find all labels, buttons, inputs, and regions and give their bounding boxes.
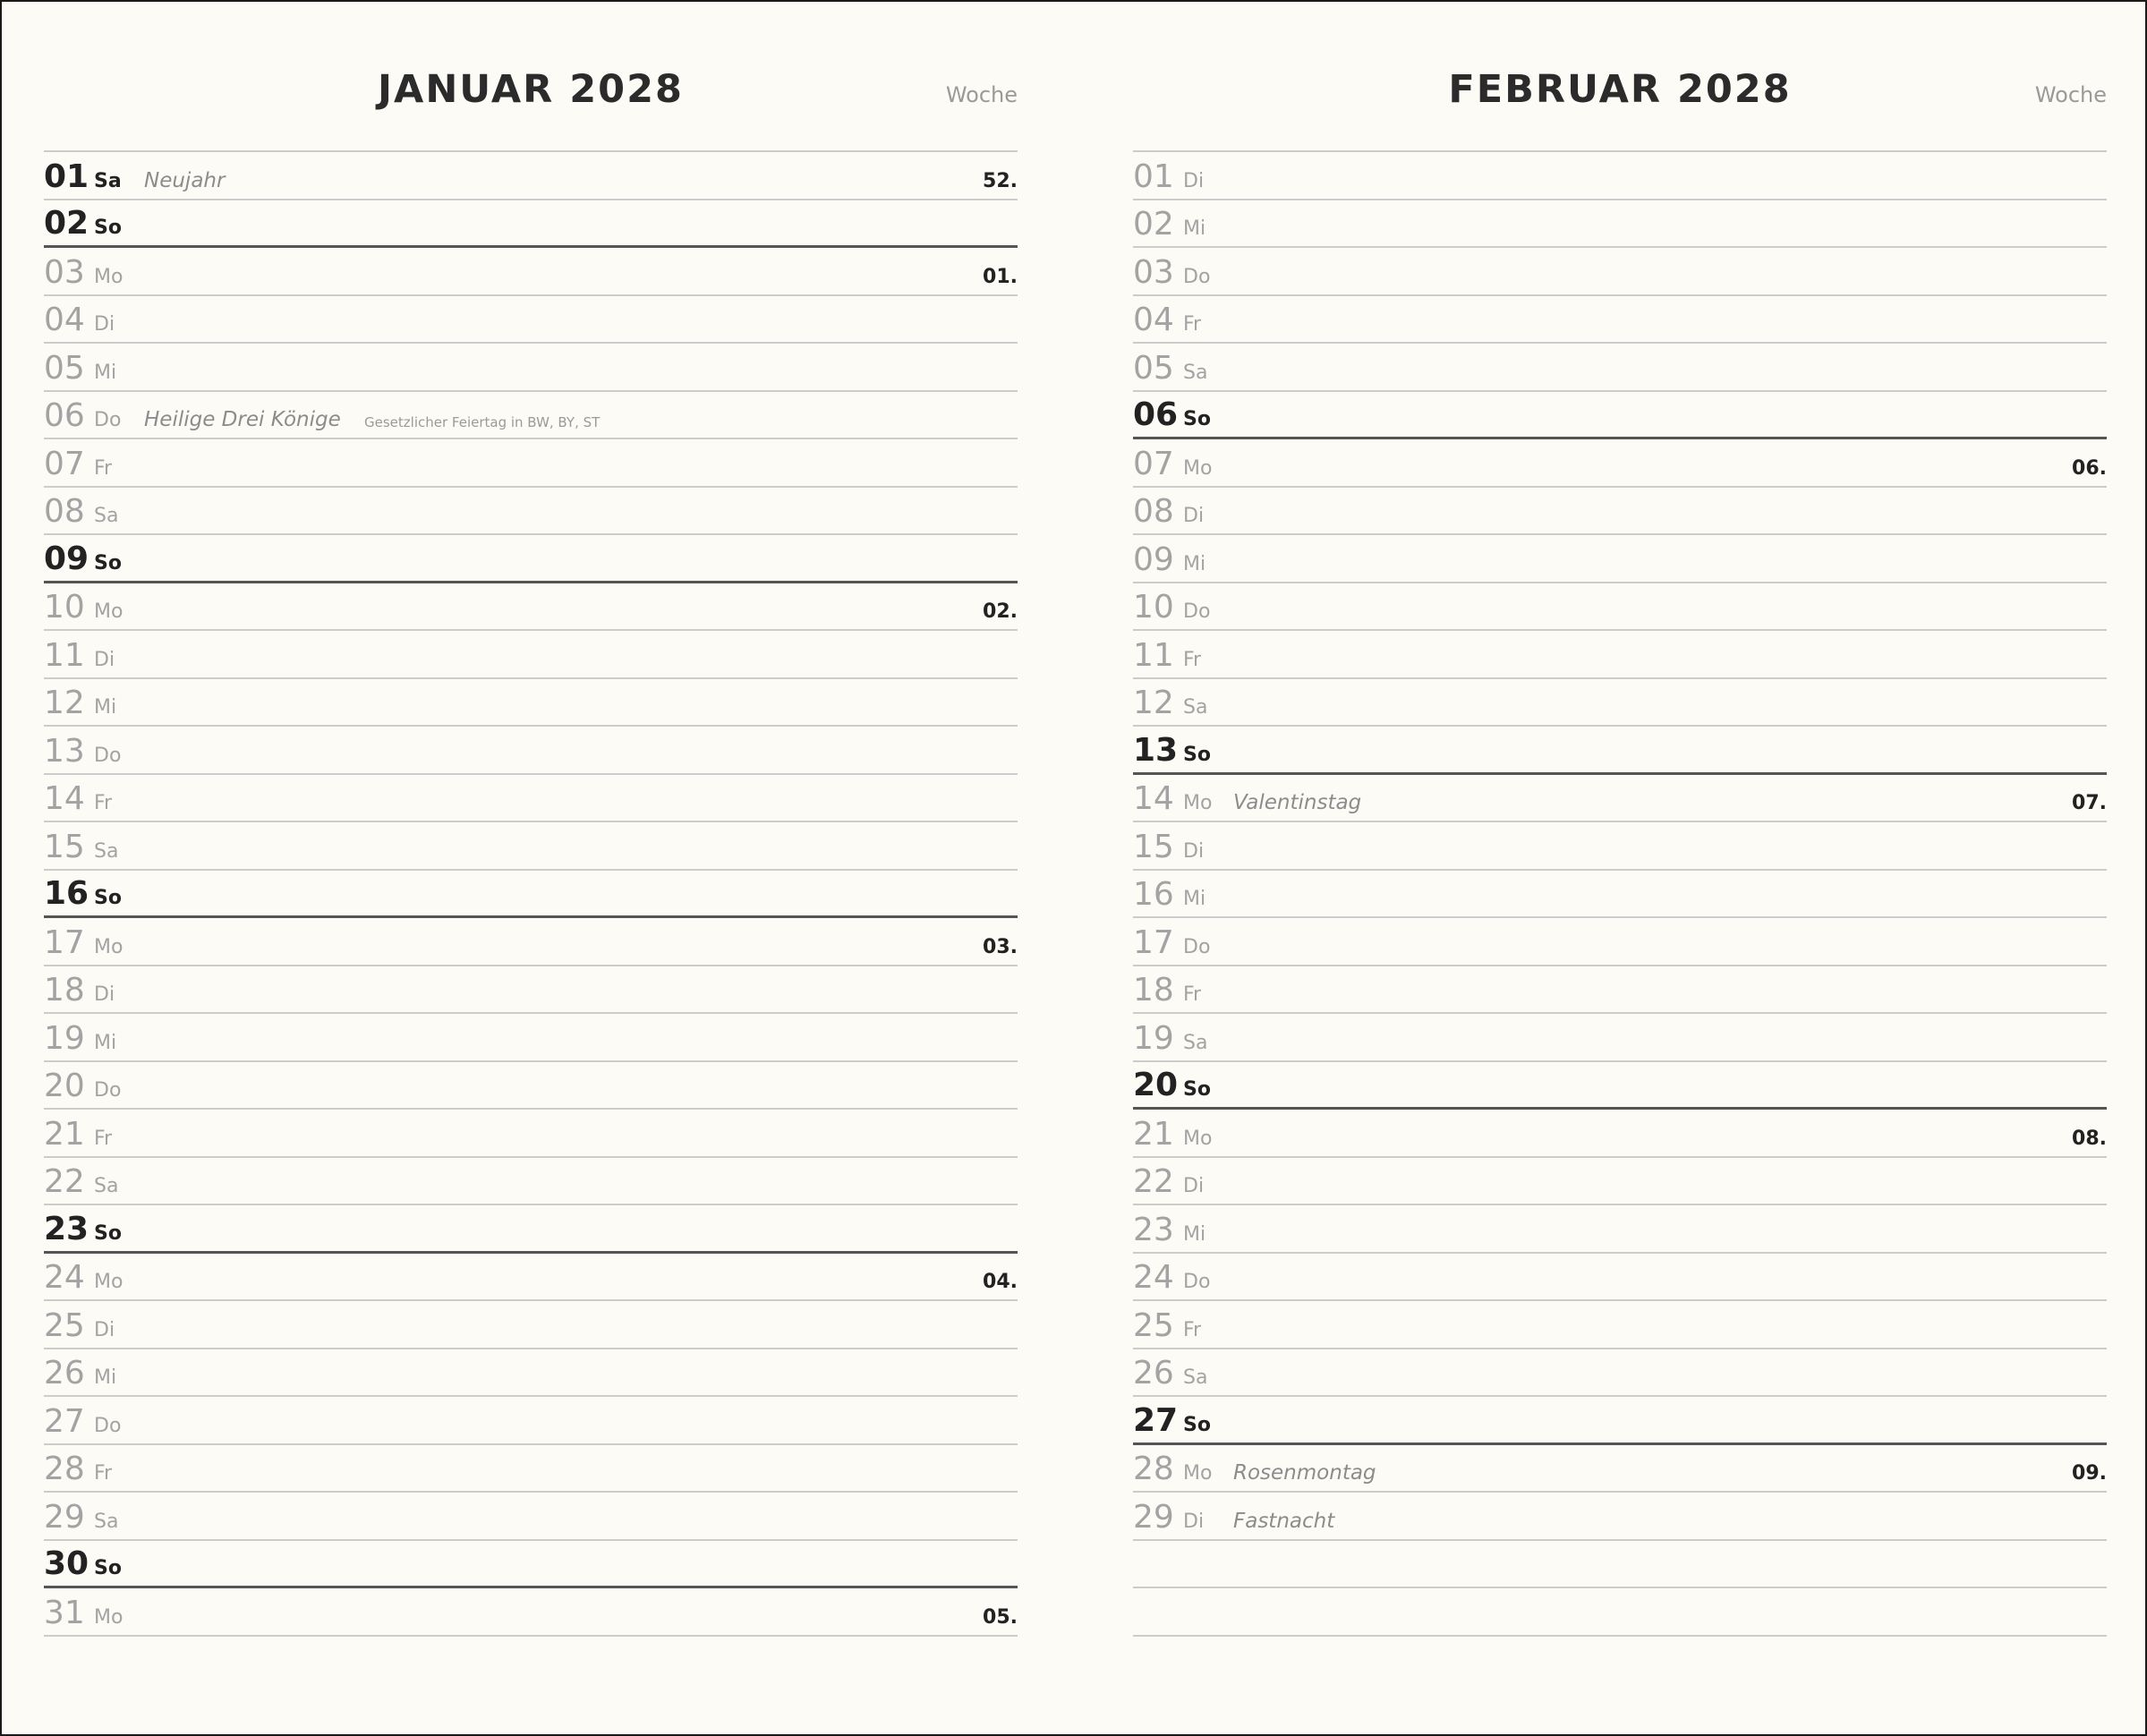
day-row[interactable] bbox=[44, 152, 1018, 200]
day-row[interactable] bbox=[1133, 200, 2107, 249]
day-number: 16 bbox=[44, 875, 89, 912]
weekday-label: Di bbox=[1183, 839, 1205, 863]
day-row[interactable] bbox=[44, 918, 1018, 966]
week-number: 08. bbox=[2072, 1127, 2107, 1150]
weekday-label: Mo bbox=[1183, 456, 1213, 480]
weekday-label: Sa bbox=[94, 839, 119, 863]
day-number: 01 bbox=[1133, 157, 1174, 195]
day-row[interactable] bbox=[1133, 1301, 2107, 1349]
day-number: 11 bbox=[1133, 636, 1174, 674]
weekday-label: Mi bbox=[1183, 552, 1206, 575]
weekday-label: Di bbox=[1183, 169, 1205, 192]
day-number: 26 bbox=[44, 1355, 85, 1391]
day-number: 16 bbox=[1133, 876, 1174, 913]
day-number: 13 bbox=[1133, 731, 1179, 769]
day-row[interactable] bbox=[1133, 392, 2107, 440]
weekday-label: Do bbox=[94, 409, 122, 431]
day-row[interactable] bbox=[44, 1349, 1018, 1398]
weekday-label: Do bbox=[94, 1414, 122, 1437]
week-column-header: Woche bbox=[2034, 82, 2107, 107]
day-number: 01 bbox=[44, 157, 89, 195]
weekday-label: Do bbox=[1183, 600, 1211, 623]
day-number: 02 bbox=[44, 205, 89, 242]
day-row[interactable] bbox=[1133, 727, 2107, 775]
day-number: 08 bbox=[44, 493, 85, 530]
holiday-label: Heilige Drei Könige bbox=[144, 408, 341, 431]
day-row[interactable] bbox=[1133, 1445, 2107, 1493]
day-row[interactable] bbox=[1133, 1014, 2107, 1062]
day-number: 02 bbox=[1133, 206, 1174, 243]
day-row[interactable] bbox=[44, 583, 1018, 632]
day-number: 24 bbox=[44, 1259, 85, 1296]
day-number: 06 bbox=[44, 397, 85, 434]
weekday-label: Do bbox=[94, 744, 122, 767]
week-number: 01. bbox=[983, 265, 1018, 288]
week-column-header: Woche bbox=[945, 82, 1018, 107]
day-row[interactable] bbox=[1133, 1110, 2107, 1158]
weekday-label: Fr bbox=[94, 792, 113, 814]
weekday-label: Mi bbox=[1183, 1222, 1206, 1246]
weekday-label: Fr bbox=[94, 1127, 113, 1150]
weekday-label: Sa bbox=[94, 505, 119, 527]
day-row[interactable] bbox=[44, 1588, 1018, 1637]
day-number: 09 bbox=[1133, 540, 1174, 578]
day-row[interactable] bbox=[1133, 679, 2107, 728]
week-number: 06. bbox=[2072, 456, 2107, 480]
weekday-label: So bbox=[94, 217, 122, 239]
week-number: 03. bbox=[983, 935, 1018, 958]
weekday-label: Sa bbox=[94, 169, 122, 192]
weekday-label: Do bbox=[1183, 1271, 1211, 1293]
day-row[interactable] bbox=[1133, 1158, 2107, 1206]
day-number: 10 bbox=[44, 589, 85, 625]
day-number: 19 bbox=[1133, 1019, 1174, 1057]
weekday-label: Fr bbox=[1183, 1318, 1202, 1341]
day-row[interactable] bbox=[44, 248, 1018, 296]
day-row[interactable] bbox=[1133, 1397, 2107, 1445]
day-row[interactable] bbox=[44, 344, 1018, 392]
weekday-label: Mi bbox=[1183, 217, 1206, 240]
day-number: 17 bbox=[44, 923, 85, 961]
day-row[interactable] bbox=[44, 1541, 1018, 1589]
day-number: 11 bbox=[44, 636, 85, 674]
day-number: 19 bbox=[44, 1019, 85, 1057]
day-row[interactable] bbox=[1133, 248, 2107, 296]
day-row[interactable] bbox=[44, 1062, 1018, 1111]
holiday-note: Gesetzlicher Feiertag in BW, BY, ST bbox=[364, 414, 601, 430]
weekday-label: Mi bbox=[94, 1366, 117, 1389]
day-row[interactable] bbox=[44, 679, 1018, 728]
weekday-label: Fr bbox=[1183, 313, 1202, 336]
day-number: 04 bbox=[44, 302, 85, 338]
day-row[interactable] bbox=[1133, 871, 2107, 919]
day-number: 05 bbox=[44, 349, 85, 387]
day-number: 12 bbox=[44, 685, 85, 721]
day-number: 25 bbox=[1133, 1306, 1174, 1344]
weekday-label: Di bbox=[1183, 1175, 1205, 1197]
day-number: 27 bbox=[1133, 1401, 1179, 1439]
day-row[interactable] bbox=[44, 1301, 1018, 1349]
day-row[interactable] bbox=[1133, 775, 2107, 823]
day-row[interactable] bbox=[1133, 535, 2107, 583]
day-row[interactable] bbox=[44, 200, 1018, 249]
weekday-label: Di bbox=[94, 313, 115, 336]
weekday-label: Do bbox=[1183, 265, 1211, 288]
weekday-label: Mo bbox=[1183, 1462, 1213, 1485]
weekday-label: Sa bbox=[1183, 1366, 1208, 1389]
day-row[interactable] bbox=[1133, 1493, 2107, 1541]
day-number: 14 bbox=[1133, 780, 1174, 817]
day-number: 08 bbox=[1133, 493, 1174, 530]
weekday-label: Di bbox=[94, 983, 115, 1006]
day-number: 28 bbox=[1133, 1451, 1174, 1487]
weekday-label: Di bbox=[94, 1318, 115, 1341]
day-number: 15 bbox=[1133, 828, 1174, 865]
day-number: 20 bbox=[1133, 1067, 1179, 1103]
weekday-label: Di bbox=[1183, 1510, 1205, 1533]
day-row[interactable] bbox=[1133, 966, 2107, 1015]
holiday-label: Fastnacht bbox=[1233, 1509, 1335, 1533]
weekday-label: Mo bbox=[1183, 1127, 1213, 1150]
day-number: 18 bbox=[44, 972, 85, 1008]
weekday-label: So bbox=[1183, 1413, 1211, 1436]
weekday-label: Mo bbox=[94, 265, 124, 288]
blank-row[interactable] bbox=[1133, 1588, 2107, 1637]
weekday-label: Mo bbox=[94, 1605, 124, 1629]
day-number: 29 bbox=[44, 1498, 85, 1536]
day-number: 14 bbox=[44, 780, 85, 817]
weekday-label: So bbox=[94, 551, 122, 574]
day-number: 28 bbox=[44, 1451, 85, 1487]
week-number: 05. bbox=[983, 1605, 1018, 1629]
weekday-label: Mo bbox=[94, 935, 124, 958]
day-number: 22 bbox=[1133, 1163, 1174, 1200]
weekday-label: Di bbox=[94, 648, 115, 671]
weekday-label: Mo bbox=[94, 1271, 124, 1293]
weekday-label: Mo bbox=[1183, 792, 1213, 814]
day-row[interactable] bbox=[44, 871, 1018, 919]
weekday-label: Do bbox=[94, 1079, 122, 1102]
weekday-label: Mi bbox=[94, 1031, 117, 1054]
day-row[interactable] bbox=[44, 966, 1018, 1015]
weekday-label: Mi bbox=[94, 696, 117, 719]
week-number: 52. bbox=[983, 169, 1018, 192]
holiday-label: Valentinstag bbox=[1233, 791, 1362, 814]
day-number: 25 bbox=[44, 1306, 85, 1344]
day-row[interactable] bbox=[1133, 296, 2107, 345]
weekday-label: Mi bbox=[94, 361, 117, 384]
weekday-label: Mo bbox=[94, 600, 124, 623]
day-number: 03 bbox=[44, 253, 85, 291]
day-row[interactable] bbox=[44, 535, 1018, 583]
weekday-label: Fr bbox=[1183, 648, 1202, 671]
week-number: 02. bbox=[983, 600, 1018, 623]
weekday-label: Sa bbox=[1183, 361, 1208, 384]
weekday-label: Fr bbox=[94, 456, 113, 480]
holiday-label: Rosenmontag bbox=[1233, 1461, 1376, 1485]
day-number: 29 bbox=[1133, 1498, 1174, 1536]
week-number: 04. bbox=[983, 1271, 1018, 1293]
day-number: 05 bbox=[1133, 349, 1174, 387]
day-number: 07 bbox=[1133, 445, 1174, 482]
weekday-label: Sa bbox=[94, 1510, 119, 1533]
weekday-label: Fr bbox=[94, 1462, 113, 1485]
day-row[interactable] bbox=[1133, 822, 2107, 871]
weekday-label: Do bbox=[1183, 935, 1211, 958]
day-row[interactable] bbox=[44, 775, 1018, 823]
day-row[interactable] bbox=[44, 392, 1018, 440]
day-number: 20 bbox=[44, 1068, 85, 1104]
day-number: 13 bbox=[44, 732, 85, 770]
day-row[interactable] bbox=[44, 631, 1018, 679]
day-number: 04 bbox=[1133, 302, 1174, 338]
day-row[interactable] bbox=[44, 1205, 1018, 1254]
day-row[interactable] bbox=[1133, 1062, 2107, 1111]
day-number: 07 bbox=[44, 445, 85, 482]
month-february bbox=[1133, 2, 2107, 1734]
day-number: 18 bbox=[1133, 972, 1174, 1008]
day-row[interactable] bbox=[1133, 631, 2107, 679]
day-number: 17 bbox=[1133, 923, 1174, 961]
holiday-label: Neujahr bbox=[144, 168, 226, 192]
weekday-label: So bbox=[1183, 743, 1211, 766]
month-title: JANUAR 2028 bbox=[378, 67, 684, 112]
day-row[interactable] bbox=[44, 1254, 1018, 1302]
day-row[interactable] bbox=[44, 822, 1018, 871]
blank-row[interactable] bbox=[1133, 1541, 2107, 1589]
day-number: 23 bbox=[44, 1210, 89, 1247]
day-row[interactable] bbox=[1133, 152, 2107, 200]
day-row[interactable] bbox=[1133, 1254, 2107, 1302]
day-number: 12 bbox=[1133, 685, 1174, 721]
day-number: 31 bbox=[44, 1594, 85, 1631]
day-row[interactable] bbox=[44, 1110, 1018, 1158]
weekday-label: Di bbox=[1183, 505, 1205, 527]
day-number: 27 bbox=[44, 1402, 85, 1440]
day-list bbox=[44, 150, 1018, 1637]
day-row[interactable] bbox=[44, 1158, 1018, 1206]
day-row[interactable] bbox=[1133, 583, 2107, 632]
day-row[interactable] bbox=[44, 727, 1018, 775]
weekday-label: Fr bbox=[1183, 983, 1202, 1006]
day-number: 21 bbox=[1133, 1115, 1174, 1153]
day-number: 30 bbox=[44, 1545, 89, 1582]
day-row[interactable] bbox=[44, 1397, 1018, 1445]
day-row[interactable] bbox=[44, 1014, 1018, 1062]
day-row[interactable] bbox=[1133, 439, 2107, 488]
weekday-label: So bbox=[94, 1557, 122, 1579]
week-number: 07. bbox=[2072, 792, 2107, 814]
day-row[interactable] bbox=[1133, 918, 2107, 966]
weekday-label: So bbox=[1183, 408, 1211, 430]
day-row[interactable] bbox=[1133, 344, 2107, 392]
day-row[interactable] bbox=[1133, 488, 2107, 536]
week-number: 09. bbox=[2072, 1462, 2107, 1485]
day-number: 22 bbox=[44, 1163, 85, 1200]
day-number: 15 bbox=[44, 828, 85, 865]
day-number: 24 bbox=[1133, 1259, 1174, 1296]
weekday-label: Sa bbox=[94, 1175, 119, 1197]
day-number: 10 bbox=[1133, 589, 1174, 625]
day-row[interactable] bbox=[1133, 1205, 2107, 1254]
day-row[interactable] bbox=[44, 1493, 1018, 1541]
day-row[interactable] bbox=[44, 488, 1018, 536]
day-number: 03 bbox=[1133, 253, 1174, 291]
day-number: 06 bbox=[1133, 396, 1179, 433]
weekday-label: So bbox=[1183, 1078, 1211, 1101]
day-row[interactable] bbox=[1133, 1349, 2107, 1398]
month-title: FEBRUAR 2028 bbox=[1448, 67, 1792, 112]
weekday-label: Sa bbox=[1183, 1031, 1208, 1054]
day-row[interactable] bbox=[44, 296, 1018, 345]
weekday-label: So bbox=[94, 887, 122, 909]
weekday-label: So bbox=[94, 1221, 122, 1245]
weekday-label: Mi bbox=[1183, 888, 1206, 910]
day-number: 26 bbox=[1133, 1355, 1174, 1391]
day-number: 09 bbox=[44, 540, 89, 577]
day-row[interactable] bbox=[44, 439, 1018, 488]
day-number: 23 bbox=[1133, 1211, 1174, 1248]
day-row[interactable] bbox=[44, 1445, 1018, 1493]
day-number: 21 bbox=[44, 1115, 85, 1153]
weekday-label: Sa bbox=[1183, 696, 1208, 719]
month-january bbox=[44, 2, 1018, 1734]
day-list bbox=[1133, 150, 2107, 1637]
